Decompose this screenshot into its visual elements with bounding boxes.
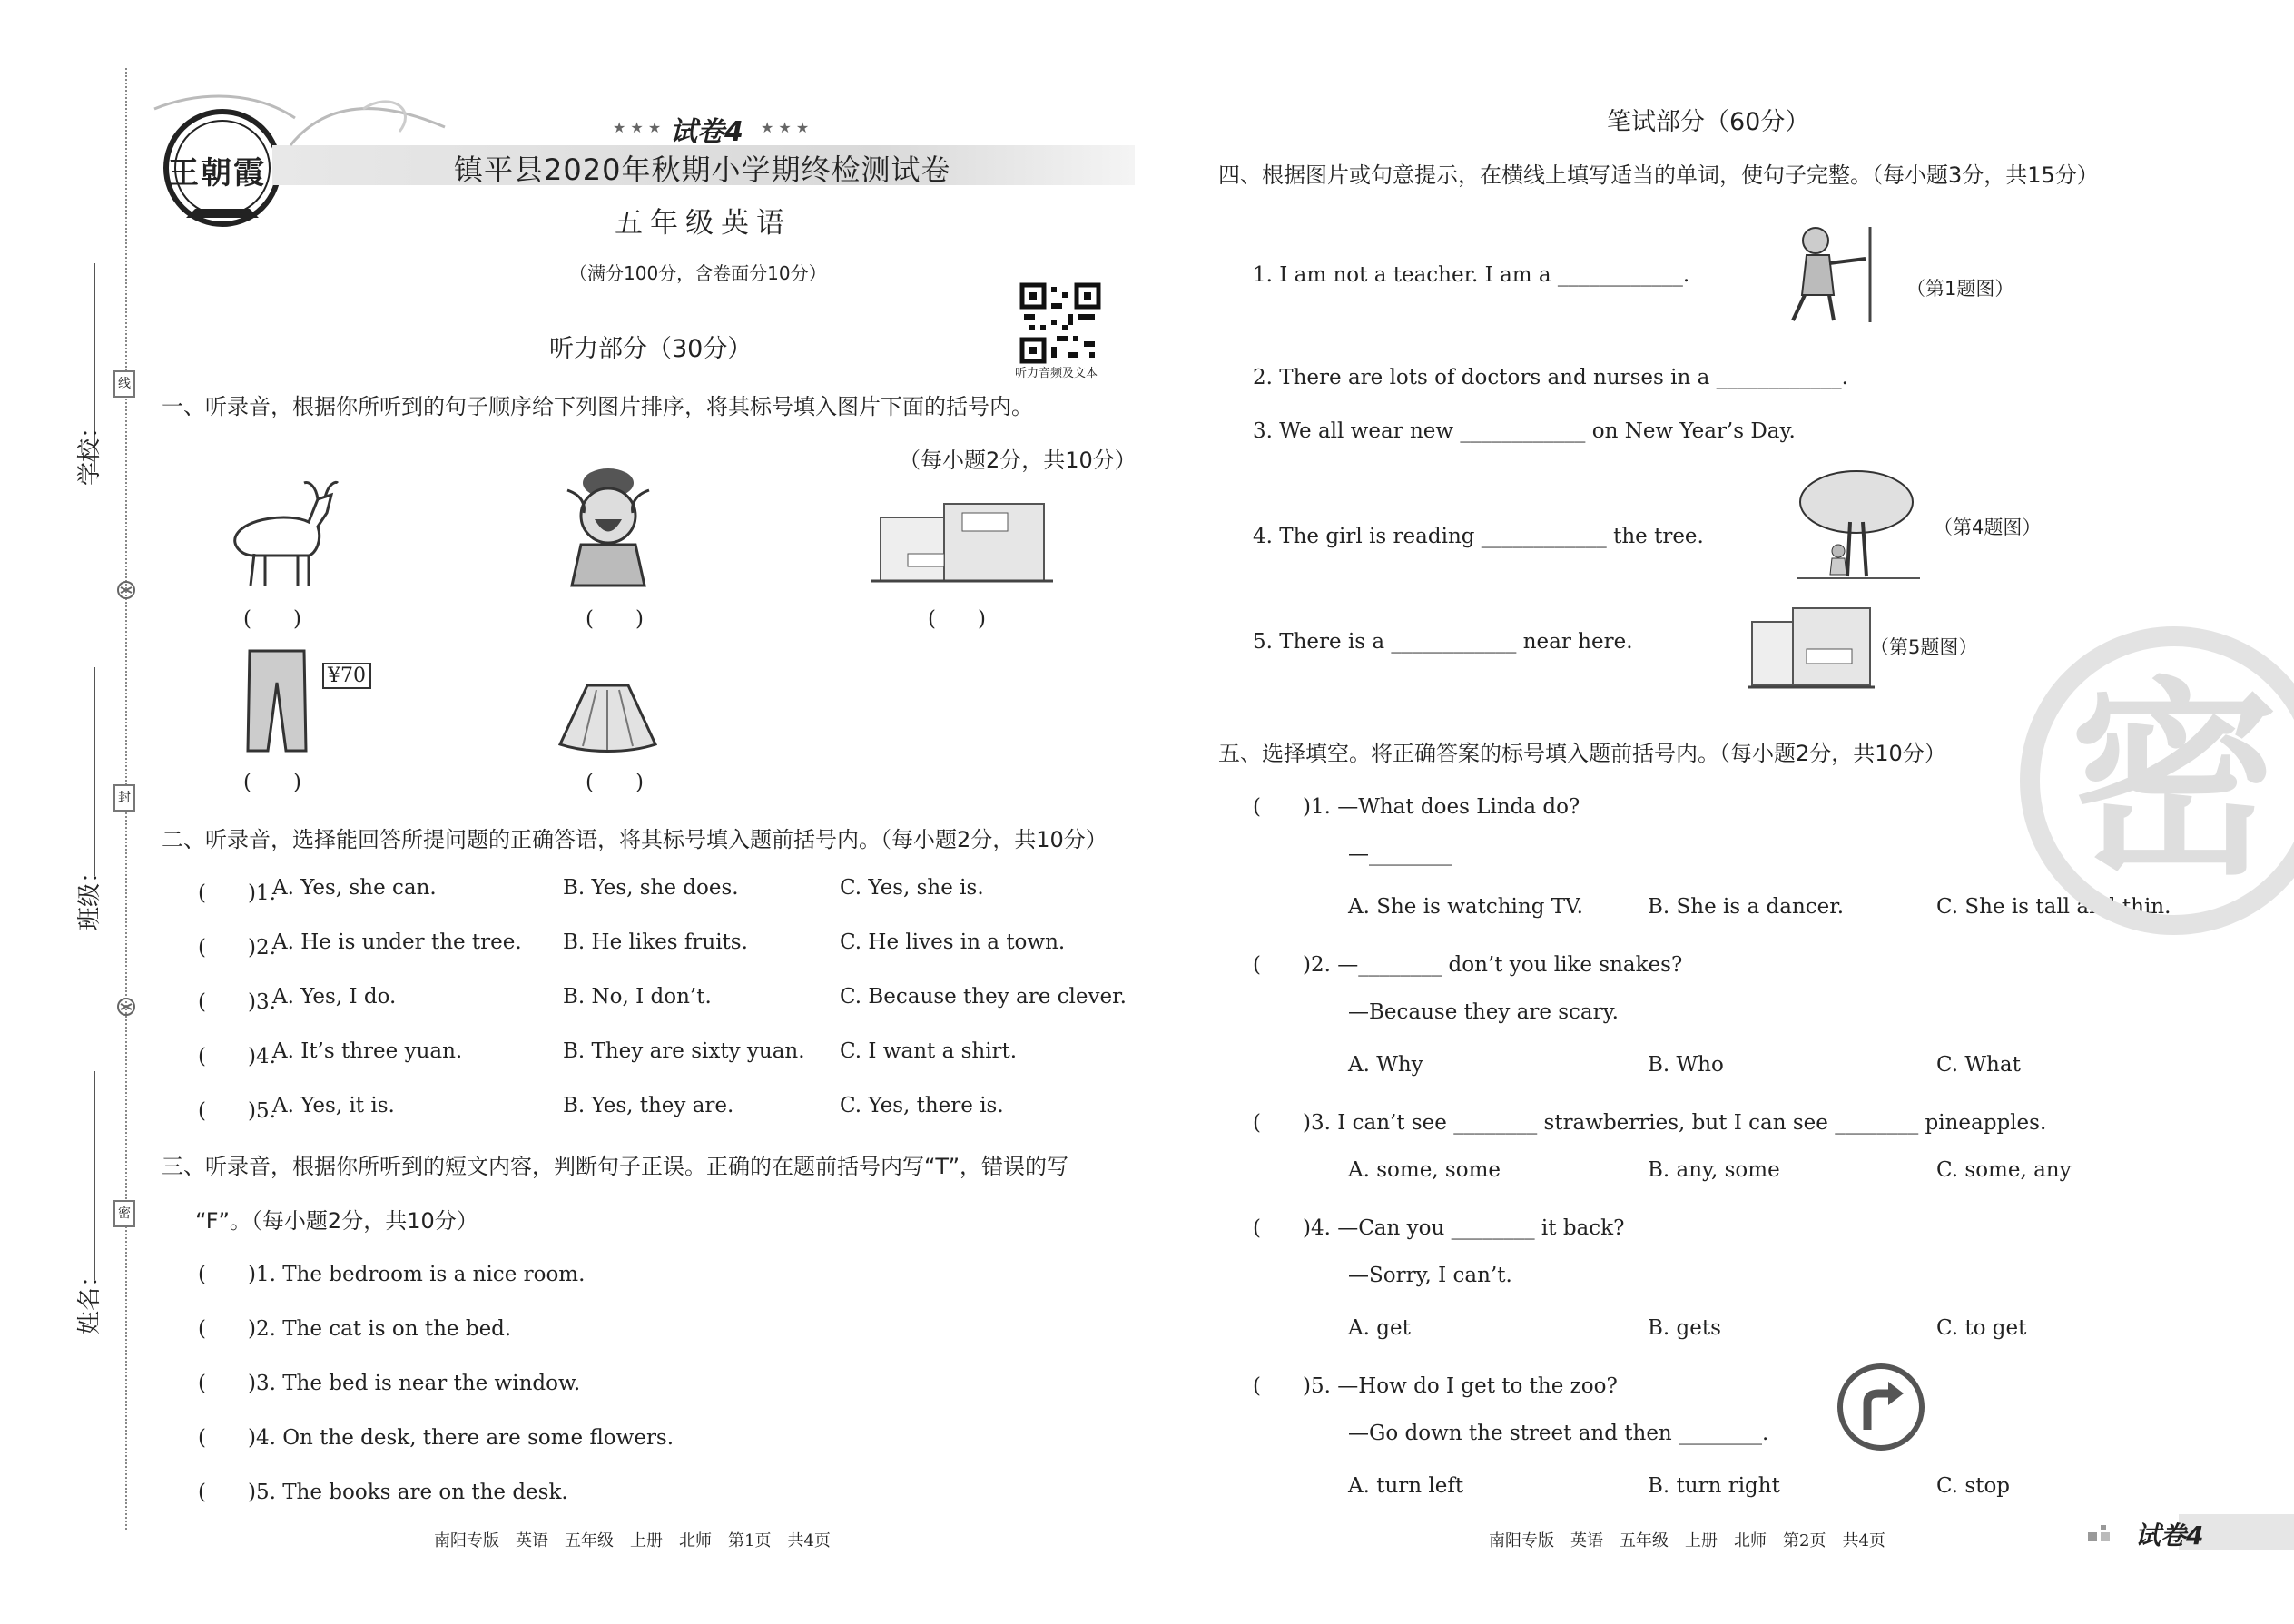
series-badge: 试卷4 [2135, 1521, 2204, 1550]
option-c: C. I want a shirt. [840, 1039, 1018, 1063]
series-title: 试卷4 [670, 116, 743, 148]
question-number[interactable]: ( )4. [198, 1045, 276, 1068]
binding-line-2 [94, 667, 95, 876]
question-number[interactable]: ( )3. [198, 990, 276, 1014]
tf-item[interactable]: ( )5. The books are on the desk. [198, 1481, 568, 1504]
option-b: B. gets [1648, 1316, 1721, 1340]
scissors-icon [115, 579, 137, 601]
option-b: B. She is a dancer. [1648, 895, 1845, 919]
option-a: A. turn left [1348, 1474, 1464, 1498]
trousers-picture [241, 646, 313, 755]
seal-mark-xian: 线 [113, 370, 135, 398]
option-c: C. Yes, there is. [840, 1094, 1004, 1117]
star-icon [761, 118, 815, 136]
fill-item[interactable]: 4. The girl is reading ____________ the tree. [1253, 525, 1704, 548]
answer-bracket[interactable]: ( ) [586, 771, 644, 794]
option-c: C. to get [1936, 1316, 2027, 1340]
brand-logo-text: 王朝霞 [168, 155, 266, 192]
goat-picture [218, 472, 336, 590]
worker-picture [1779, 222, 1879, 327]
scissors-icon [115, 996, 137, 1018]
binding-line-3 [94, 1071, 95, 1280]
answer-bracket[interactable]: ( ) [243, 607, 301, 631]
skirt-picture [556, 681, 660, 753]
option-c: C. Because they are clever. [840, 985, 1127, 1009]
tf-item[interactable]: ( )1. The bedroom is a nice room. [198, 1263, 586, 1286]
option-a: A. He is under the tree. [272, 930, 522, 954]
supermarket-picture [1748, 595, 1875, 694]
tree-picture [1797, 468, 1920, 581]
section1-instruction: 一、听录音，根据你所听到的句子顺序给下列图片排序，将其标号填入图片下面的括号内。 [162, 394, 1033, 419]
answer-bracket[interactable]: ( ) [928, 607, 986, 631]
footer-right: 南阳专版 英语 五年级 上册 北师 第2页 共4页 [1489, 1531, 1885, 1550]
option-a: A. some, some [1348, 1158, 1501, 1182]
figure-caption-4: （第4题图） [1934, 517, 2042, 538]
option-b: B. Yes, they are. [563, 1094, 734, 1117]
option-a: A. Why [1348, 1053, 1423, 1077]
qr-code [1020, 283, 1100, 363]
svg-text:★ ★ ★: ★ ★ ★ [761, 119, 810, 136]
secret-stamp-char: 密 [2069, 661, 2279, 903]
option-b: B. any, some [1648, 1158, 1780, 1182]
choice-question[interactable]: ( )4. —Can you ________ it back? [1253, 1216, 1625, 1240]
fill-item[interactable]: 5. There is a ____________ near here. [1253, 630, 1633, 654]
option-b: B. They are sixty yuan. [563, 1039, 805, 1063]
score-note: （满分100分，含卷面分10分） [569, 262, 827, 284]
section1-score: （每小题2分，共10分） [899, 448, 1137, 473]
option-b: B. turn right [1648, 1474, 1780, 1498]
choice-question[interactable]: ( )1. —What does Linda do? [1253, 795, 1580, 819]
footer-left: 南阳专版 英语 五年级 上册 北师 第1页 共4页 [434, 1531, 831, 1550]
writing-title: 笔试部分（60分） [1607, 108, 1810, 136]
section4-instruction: 四、根据图片或句意提示，在横线上填写适当的单词，使句子完整。（每小题3分，共15分） [1218, 162, 2099, 188]
answer-bracket[interactable]: ( ) [586, 607, 644, 631]
tf-item[interactable]: ( )3. The bed is near the window. [198, 1372, 581, 1395]
option-c: C. Yes, she is. [840, 876, 984, 900]
fill-item[interactable]: 3. We all wear new ____________ on New Year’s Day. [1253, 419, 1796, 443]
section3-instruction-cont: “F”。（每小题2分，共10分） [195, 1208, 478, 1234]
answer-bracket[interactable]: ( ) [243, 771, 301, 794]
choice-question[interactable]: ( )2. —________ don’t you like snakes? [1253, 953, 1683, 977]
price-tag: ¥70 [322, 663, 371, 689]
school-label: 学校： [76, 414, 103, 486]
answer-line: —Go down the street and then ________. [1348, 1422, 1769, 1445]
figure-caption-5: （第5题图） [1870, 636, 1978, 658]
question-number[interactable]: ( )5. [198, 1099, 276, 1123]
answer-blank[interactable]: —________ [1348, 842, 1452, 866]
seal-mark-feng: 封 [113, 784, 135, 812]
tf-item[interactable]: ( )4. On the desk, there are some flowers. [198, 1426, 674, 1450]
option-a: A. Yes, I do. [272, 985, 397, 1009]
section5-instruction: 五、选择填空。将正确答案的标号填入题前括号内。（每小题2分，共10分） [1218, 741, 1946, 766]
section2-instruction: 二、听录音，选择能回答所提问题的正确答语，将其标号填入题前括号内。（每小题2分，共10分） [162, 827, 1108, 852]
choice-question[interactable]: ( )5. —How do I get to the zoo? [1253, 1374, 1618, 1398]
answer-line: —Sorry, I can’t. [1348, 1264, 1512, 1287]
option-a: A. She is watching TV. [1348, 895, 1583, 919]
listening-title: 听力部分（30分） [549, 335, 753, 363]
class-label: 班级： [76, 859, 103, 930]
answer-line: —Because they are scary. [1348, 1000, 1619, 1024]
option-c: C. stop [1936, 1474, 2011, 1498]
tf-item[interactable]: ( )2. The cat is on the bed. [198, 1317, 512, 1341]
option-b: B. Yes, she does. [563, 876, 739, 900]
star-icon [613, 118, 667, 136]
choice-question[interactable]: ( )3. I can’t see ________ strawberries, but I can see ________ pineapples. [1253, 1111, 2047, 1135]
exam-title: 镇平县2020年秋期小学期终检测试卷 [454, 153, 951, 187]
option-c: C. He lives in a town. [840, 930, 1066, 954]
fill-item[interactable]: 1. I am not a teacher. I am a ____________. [1253, 263, 1690, 287]
question-number[interactable]: ( )1. [198, 881, 276, 905]
option-b: B. No, I don’t. [563, 985, 712, 1009]
cinema-picture [871, 490, 1053, 590]
option-a: A. get [1348, 1316, 1411, 1340]
option-b: B. He likes fruits. [563, 930, 748, 954]
figure-caption-1: （第1题图） [1906, 278, 2014, 300]
question-number[interactable]: ( )2. [198, 936, 276, 960]
subject-title: 五年级英语 [615, 207, 792, 240]
option-a: A. Yes, she can. [272, 876, 437, 900]
secret-stamp [2020, 626, 2294, 935]
qr-label: 听力音频及文本 [1015, 367, 1098, 380]
option-c: C. What [1936, 1053, 2021, 1077]
monkey-king-picture [558, 463, 658, 590]
seal-mark-mi: 密 [113, 1200, 135, 1227]
option-c: C. some, any [1936, 1158, 2072, 1182]
section3-instruction: 三、听录音，根据你所听到的短文内容，判断句子正误。正确的在题前括号内写“T”，错误的写 [162, 1154, 1068, 1179]
svg-text:★ ★ ★: ★ ★ ★ [613, 119, 662, 136]
fill-item[interactable]: 2. There are lots of doctors and nurses in a ____________. [1253, 366, 1848, 389]
ribbon-decoration [272, 91, 454, 154]
option-a: A. It’s three yuan. [272, 1039, 463, 1063]
option-a: A. Yes, it is. [272, 1094, 395, 1117]
turn-right-sign-icon [1836, 1362, 1926, 1452]
name-label: 姓名： [76, 1263, 103, 1334]
option-b: B. Who [1648, 1053, 1724, 1077]
series-badge-decoration [2088, 1525, 2124, 1547]
option-c: C. She is tall and thin. [1936, 895, 2171, 919]
